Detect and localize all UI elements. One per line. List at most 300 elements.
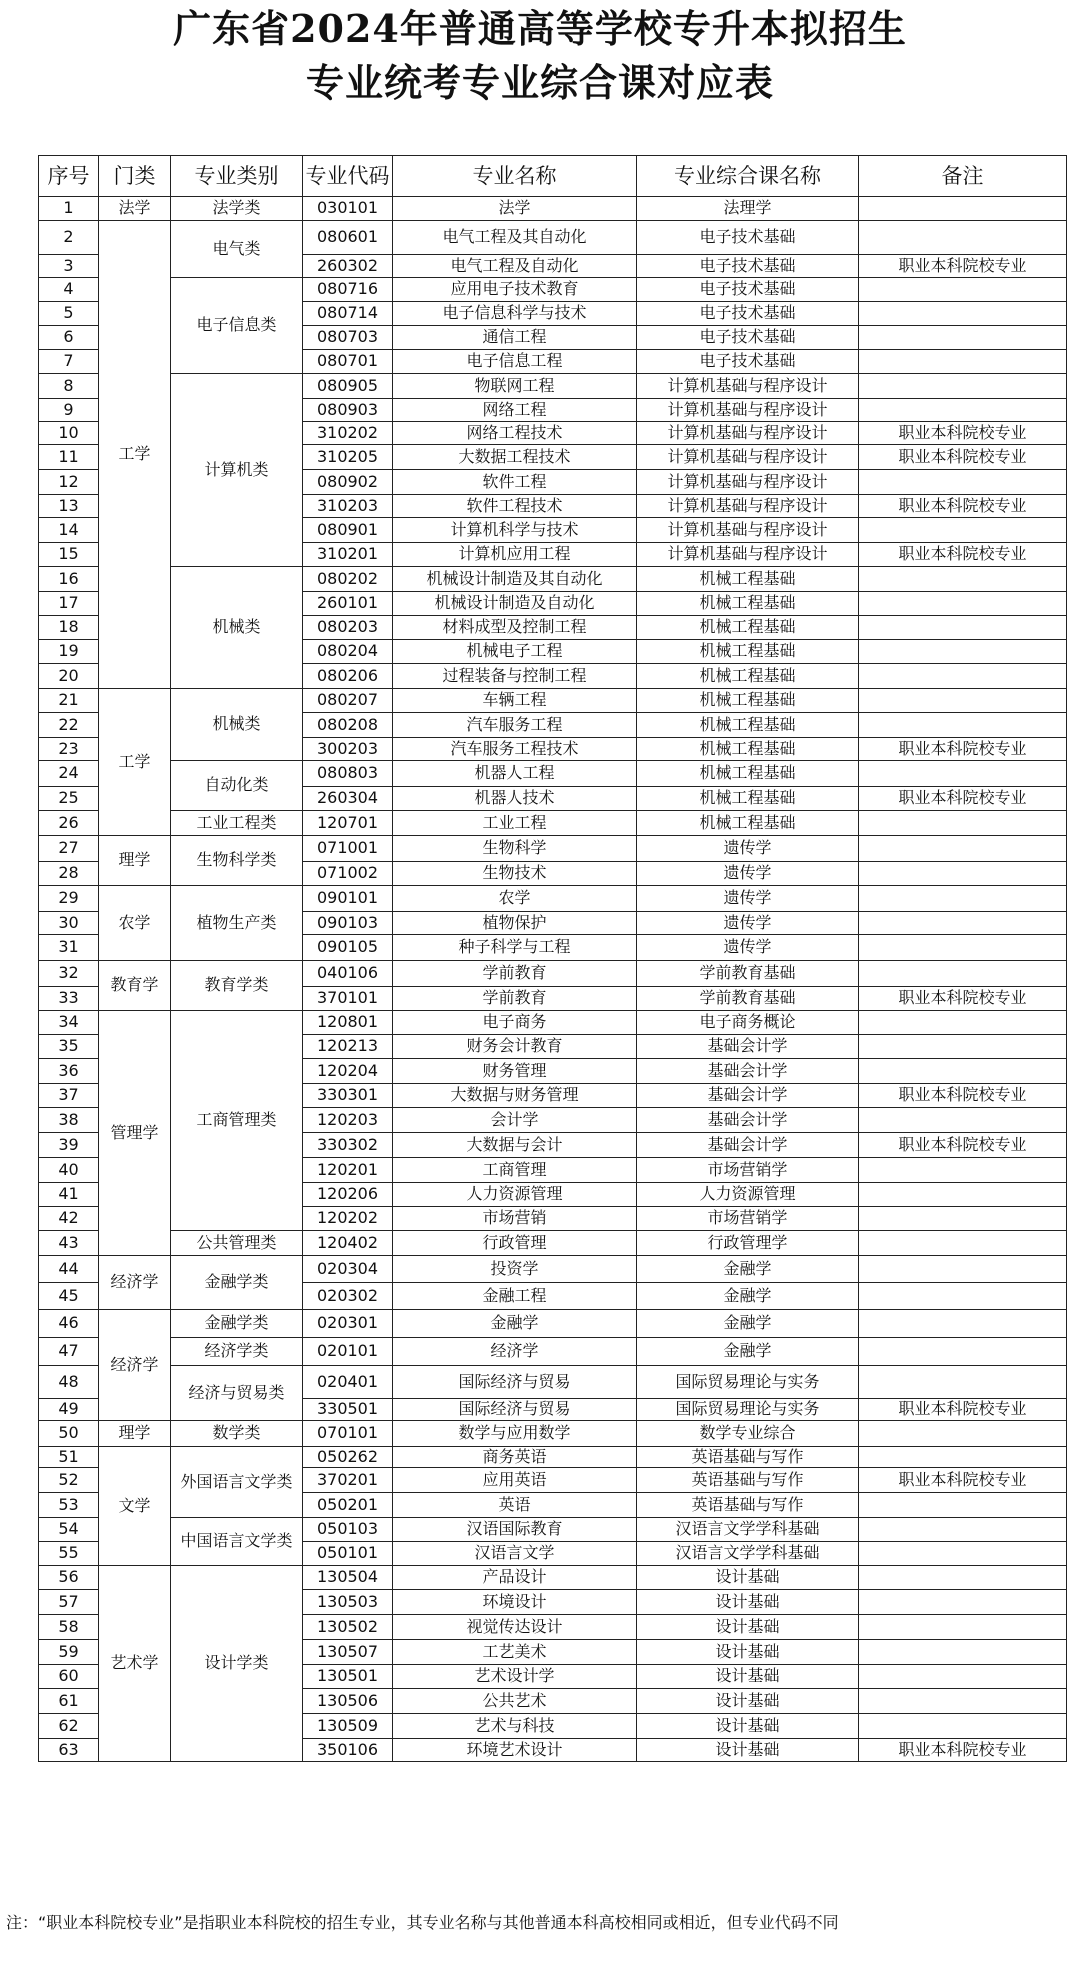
row-number-cell: 53 (39, 1493, 99, 1518)
major-name-cell: 电气工程及其自动化 (393, 221, 637, 255)
major-code-cell: 020304 (303, 1256, 393, 1283)
major-name-cell: 国际经济与贸易 (393, 1366, 637, 1399)
row-number-cell: 32 (39, 961, 99, 987)
discipline-cell: 艺术学 (99, 1566, 171, 1762)
major-name-cell: 经济学 (393, 1338, 637, 1366)
row-number-cell: 28 (39, 862, 99, 886)
major-code-cell: 090105 (303, 935, 393, 961)
row-number-cell: 54 (39, 1518, 99, 1542)
major-name-cell: 过程装备与控制工程 (393, 664, 637, 689)
remark-cell (859, 350, 1067, 374)
major-name-cell: 工商管理 (393, 1158, 637, 1183)
row-number-cell: 63 (39, 1739, 99, 1762)
remark-cell: 职业本科院校专业 (859, 1084, 1067, 1108)
major-name-cell: 工业工程 (393, 811, 637, 836)
remark-cell (859, 1640, 1067, 1665)
course-name-cell: 金融学 (637, 1310, 859, 1338)
header-cell: 序号 (39, 156, 99, 197)
row-number-cell: 19 (39, 640, 99, 664)
row-number-cell: 4 (39, 278, 99, 302)
remark-cell (859, 399, 1067, 422)
major-name-cell: 机械电子工程 (393, 640, 637, 664)
course-name-cell: 机械工程基础 (637, 761, 859, 787)
remark-cell: 职业本科院校专业 (859, 543, 1067, 567)
remark-cell (859, 1615, 1067, 1640)
major-name-cell: 车辆工程 (393, 689, 637, 713)
remark-cell (859, 1183, 1067, 1207)
major-code-cell: 120206 (303, 1183, 393, 1207)
major-name-cell: 通信工程 (393, 326, 637, 350)
discipline-cell: 法学 (99, 197, 171, 221)
major-code-cell: 260304 (303, 787, 393, 811)
discipline-cell: 经济学 (99, 1256, 171, 1310)
remark-cell (859, 862, 1067, 886)
course-name-cell: 设计基础 (637, 1689, 859, 1714)
table-row (39, 836, 1067, 862)
major-code-cell: 310203 (303, 495, 393, 518)
table-row (39, 197, 1067, 221)
table-row (39, 689, 1067, 713)
major-name-cell: 商务英语 (393, 1447, 637, 1468)
course-name-cell: 机械工程基础 (637, 689, 859, 713)
major-name-cell: 机器人工程 (393, 761, 637, 787)
major-name-cell: 英语 (393, 1493, 637, 1518)
category-cell: 金融学类 (171, 1256, 303, 1310)
row-number-cell: 1 (39, 197, 99, 221)
category-cell: 数学类 (171, 1421, 303, 1447)
row-number-cell: 55 (39, 1542, 99, 1566)
major-code-cell: 120801 (303, 1011, 393, 1035)
major-code-cell: 080207 (303, 689, 393, 713)
header-cell: 专业名称 (393, 156, 637, 197)
row-number-cell: 10 (39, 422, 99, 445)
major-code-cell: 050101 (303, 1542, 393, 1566)
header-cell: 门类 (99, 156, 171, 197)
major-name-cell: 行政管理 (393, 1231, 637, 1256)
major-name-cell: 机械设计制造及自动化 (393, 592, 637, 616)
row-number-cell: 16 (39, 567, 99, 592)
course-name-cell: 市场营销学 (637, 1158, 859, 1183)
course-name-cell: 电子技术基础 (637, 302, 859, 326)
major-code-cell: 120202 (303, 1207, 393, 1231)
course-name-cell: 机械工程基础 (637, 713, 859, 738)
row-number-cell: 12 (39, 470, 99, 495)
remark-cell (859, 1207, 1067, 1231)
row-number-cell: 5 (39, 302, 99, 326)
remark-cell (859, 616, 1067, 640)
major-name-cell: 汽车服务工程技术 (393, 738, 637, 761)
remark-cell (859, 197, 1067, 221)
major-code-cell: 090101 (303, 886, 393, 912)
row-number-cell: 8 (39, 374, 99, 399)
category-cell: 电子信息类 (171, 278, 303, 374)
course-name-cell: 市场营销学 (637, 1207, 859, 1231)
major-name-cell: 金融学 (393, 1310, 637, 1338)
major-code-cell: 080701 (303, 350, 393, 374)
major-code-cell: 071001 (303, 836, 393, 862)
row-number-cell: 49 (39, 1399, 99, 1421)
major-name-cell: 环境设计 (393, 1590, 637, 1615)
major-code-cell: 020301 (303, 1310, 393, 1338)
major-name-cell: 汉语国际教育 (393, 1518, 637, 1542)
course-name-cell: 英语基础与写作 (637, 1468, 859, 1493)
major-name-cell: 产品设计 (393, 1566, 637, 1590)
discipline-cell: 农学 (99, 886, 171, 961)
remark-cell (859, 811, 1067, 836)
major-code-cell: 080206 (303, 664, 393, 689)
major-code-cell: 020401 (303, 1366, 393, 1399)
course-name-cell: 金融学 (637, 1283, 859, 1310)
category-cell: 计算机类 (171, 374, 303, 567)
remark-cell: 职业本科院校专业 (859, 787, 1067, 811)
table-row (39, 1338, 1067, 1366)
category-cell: 外国语言文学类 (171, 1447, 303, 1518)
row-number-cell: 27 (39, 836, 99, 862)
table-row (39, 961, 1067, 987)
row-number-cell: 46 (39, 1310, 99, 1338)
row-number-cell: 39 (39, 1133, 99, 1158)
row-number-cell: 30 (39, 912, 99, 935)
major-name-cell: 植物保护 (393, 912, 637, 935)
row-number-cell: 41 (39, 1183, 99, 1207)
major-name-cell: 软件工程技术 (393, 495, 637, 518)
row-number-cell: 23 (39, 738, 99, 761)
major-name-cell: 国际经济与贸易 (393, 1399, 637, 1421)
category-cell: 机械类 (171, 689, 303, 761)
row-number-cell: 48 (39, 1366, 99, 1399)
major-name-cell: 机器人技术 (393, 787, 637, 811)
remark-cell (859, 326, 1067, 350)
major-code-cell: 370201 (303, 1468, 393, 1493)
major-name-cell: 应用电子技术教育 (393, 278, 637, 302)
remark-cell: 职业本科院校专业 (859, 495, 1067, 518)
major-code-cell: 120213 (303, 1035, 393, 1059)
row-number-cell: 13 (39, 495, 99, 518)
remark-cell (859, 221, 1067, 255)
major-name-cell: 计算机科学与技术 (393, 518, 637, 543)
course-name-cell: 计算机基础与程序设计 (637, 495, 859, 518)
course-name-cell: 计算机基础与程序设计 (637, 445, 859, 470)
major-name-cell: 会计学 (393, 1108, 637, 1133)
major-code-cell: 080902 (303, 470, 393, 495)
course-name-cell: 设计基础 (637, 1665, 859, 1689)
major-code-cell: 030101 (303, 197, 393, 221)
page-title-line-2: 专业统考专业综合课对应表 (305, 60, 774, 105)
row-number-cell: 11 (39, 445, 99, 470)
header-cell: 专业代码 (303, 156, 393, 197)
row-number-cell: 17 (39, 592, 99, 616)
row-number-cell: 40 (39, 1158, 99, 1183)
major-name-cell: 种子科学与工程 (393, 935, 637, 961)
course-name-cell: 遗传学 (637, 912, 859, 935)
category-cell: 金融学类 (171, 1310, 303, 1338)
remark-cell: 职业本科院校专业 (859, 422, 1067, 445)
remark-cell (859, 1421, 1067, 1447)
row-number-cell: 20 (39, 664, 99, 689)
remark-cell (859, 1447, 1067, 1468)
remark-cell (859, 1566, 1067, 1590)
major-code-cell: 070101 (303, 1421, 393, 1447)
course-name-cell: 机械工程基础 (637, 616, 859, 640)
row-number-cell: 9 (39, 399, 99, 422)
course-name-cell: 遗传学 (637, 886, 859, 912)
table-header-row (39, 156, 1067, 197)
remark-cell (859, 1493, 1067, 1518)
major-name-cell: 视觉传达设计 (393, 1615, 637, 1640)
course-name-cell: 设计基础 (637, 1640, 859, 1665)
header-cell: 专业类别 (171, 156, 303, 197)
row-number-cell: 57 (39, 1590, 99, 1615)
remark-cell (859, 1518, 1067, 1542)
remark-cell (859, 302, 1067, 326)
table-row (39, 1518, 1067, 1542)
row-number-cell: 56 (39, 1566, 99, 1590)
major-code-cell: 050103 (303, 1518, 393, 1542)
major-name-cell: 软件工程 (393, 470, 637, 495)
category-cell: 公共管理类 (171, 1231, 303, 1256)
course-name-cell: 金融学 (637, 1338, 859, 1366)
remark-cell: 职业本科院校专业 (859, 738, 1067, 761)
row-number-cell: 58 (39, 1615, 99, 1640)
major-name-cell: 网络工程 (393, 399, 637, 422)
discipline-cell: 管理学 (99, 1011, 171, 1256)
category-cell: 工业工程类 (171, 811, 303, 836)
remark-cell (859, 1366, 1067, 1399)
course-name-cell: 设计基础 (637, 1615, 859, 1640)
remark-cell (859, 1665, 1067, 1689)
table-row (39, 886, 1067, 912)
major-name-cell: 市场营销 (393, 1207, 637, 1231)
major-name-cell: 农学 (393, 886, 637, 912)
table-row (39, 1310, 1067, 1338)
discipline-cell: 经济学 (99, 1310, 171, 1421)
course-name-cell: 基础会计学 (637, 1133, 859, 1158)
row-number-cell: 34 (39, 1011, 99, 1035)
remark-cell (859, 961, 1067, 987)
major-code-cell: 080703 (303, 326, 393, 350)
course-name-cell: 学前教育基础 (637, 961, 859, 987)
remark-cell (859, 1283, 1067, 1310)
course-name-cell: 设计基础 (637, 1714, 859, 1739)
category-cell: 经济与贸易类 (171, 1366, 303, 1421)
discipline-cell: 文学 (99, 1447, 171, 1566)
major-name-cell: 生物科学 (393, 836, 637, 862)
major-code-cell: 130502 (303, 1615, 393, 1640)
course-name-cell: 计算机基础与程序设计 (637, 543, 859, 567)
major-name-cell: 计算机应用工程 (393, 543, 637, 567)
major-name-cell: 法学 (393, 197, 637, 221)
course-name-cell: 汉语言文学学科基础 (637, 1542, 859, 1566)
category-cell: 植物生产类 (171, 886, 303, 961)
row-number-cell: 60 (39, 1665, 99, 1689)
row-number-cell: 59 (39, 1640, 99, 1665)
table-row (39, 1231, 1067, 1256)
table-row (39, 761, 1067, 787)
course-name-cell: 电子技术基础 (637, 278, 859, 302)
major-code-cell: 080714 (303, 302, 393, 326)
major-name-cell: 公共艺术 (393, 1689, 637, 1714)
major-name-cell: 人力资源管理 (393, 1183, 637, 1207)
header-cell: 备注 (859, 156, 1067, 197)
major-name-cell: 学前教育 (393, 987, 637, 1011)
row-number-cell: 3 (39, 255, 99, 278)
major-code-cell: 020101 (303, 1338, 393, 1366)
major-name-cell: 艺术设计学 (393, 1665, 637, 1689)
course-name-cell: 基础会计学 (637, 1059, 859, 1084)
major-name-cell: 工艺美术 (393, 1640, 637, 1665)
row-number-cell: 24 (39, 761, 99, 787)
course-name-cell: 国际贸易理论与实务 (637, 1399, 859, 1421)
major-name-cell: 电子商务 (393, 1011, 637, 1035)
major-code-cell: 130504 (303, 1566, 393, 1590)
remark-cell (859, 664, 1067, 689)
course-name-cell: 行政管理学 (637, 1231, 859, 1256)
remark-cell (859, 912, 1067, 935)
course-name-cell: 机械工程基础 (637, 811, 859, 836)
remark-cell (859, 1714, 1067, 1739)
course-name-cell: 英语基础与写作 (637, 1493, 859, 1518)
row-number-cell: 37 (39, 1084, 99, 1108)
course-name-cell: 电子技术基础 (637, 326, 859, 350)
category-cell: 机械类 (171, 567, 303, 689)
discipline-cell: 工学 (99, 689, 171, 836)
major-code-cell: 130509 (303, 1714, 393, 1739)
major-code-cell: 350106 (303, 1739, 393, 1762)
table-row (39, 1421, 1067, 1447)
course-name-cell: 机械工程基础 (637, 787, 859, 811)
category-cell: 电气类 (171, 221, 303, 278)
major-code-cell: 080204 (303, 640, 393, 664)
remark-cell: 职业本科院校专业 (859, 1468, 1067, 1493)
major-name-cell: 投资学 (393, 1256, 637, 1283)
footnote: 注：“职业本科院校专业”是指职业本科院校的招生专业，其专业名称与其他普通本科高校相同或相近，但专业代码不同 (6, 1913, 839, 1932)
course-name-cell: 遗传学 (637, 836, 859, 862)
major-name-cell: 电子信息工程 (393, 350, 637, 374)
course-name-cell: 计算机基础与程序设计 (637, 399, 859, 422)
row-number-cell: 45 (39, 1283, 99, 1310)
major-code-cell: 120201 (303, 1158, 393, 1183)
major-code-cell: 310201 (303, 543, 393, 567)
remark-cell (859, 1158, 1067, 1183)
row-number-cell: 35 (39, 1035, 99, 1059)
major-name-cell: 学前教育 (393, 961, 637, 987)
major-code-cell: 120203 (303, 1108, 393, 1133)
remark-cell (859, 1059, 1067, 1084)
row-number-cell: 44 (39, 1256, 99, 1283)
page-title-line-1: 广东省2024年普通高等学校专升本拟招生 (173, 6, 907, 51)
course-name-cell: 设计基础 (637, 1566, 859, 1590)
major-name-cell: 电子信息科学与技术 (393, 302, 637, 326)
course-name-cell: 基础会计学 (637, 1035, 859, 1059)
remark-cell: 职业本科院校专业 (859, 1133, 1067, 1158)
major-code-cell: 370101 (303, 987, 393, 1011)
major-name-cell: 应用英语 (393, 1468, 637, 1493)
major-name-cell: 环境艺术设计 (393, 1739, 637, 1762)
remark-cell (859, 1338, 1067, 1366)
course-name-cell: 英语基础与写作 (637, 1447, 859, 1468)
major-code-cell: 330301 (303, 1084, 393, 1108)
remark-cell (859, 1256, 1067, 1283)
major-code-cell: 080716 (303, 278, 393, 302)
major-code-cell: 080905 (303, 374, 393, 399)
remark-cell: 职业本科院校专业 (859, 987, 1067, 1011)
remark-cell (859, 1590, 1067, 1615)
major-name-cell: 汉语言文学 (393, 1542, 637, 1566)
course-name-cell: 遗传学 (637, 862, 859, 886)
course-name-cell: 金融学 (637, 1256, 859, 1283)
course-name-cell: 机械工程基础 (637, 738, 859, 761)
major-code-cell: 080601 (303, 221, 393, 255)
remark-cell (859, 278, 1067, 302)
course-name-cell: 机械工程基础 (637, 567, 859, 592)
remark-cell (859, 1542, 1067, 1566)
course-name-cell: 人力资源管理 (637, 1183, 859, 1207)
major-code-cell: 080203 (303, 616, 393, 640)
category-cell: 自动化类 (171, 761, 303, 811)
row-number-cell: 6 (39, 326, 99, 350)
course-name-cell: 电子技术基础 (637, 221, 859, 255)
major-code-cell: 130503 (303, 1590, 393, 1615)
remark-cell: 职业本科院校专业 (859, 255, 1067, 278)
major-name-cell: 大数据与会计 (393, 1133, 637, 1158)
major-code-cell: 020302 (303, 1283, 393, 1310)
row-number-cell: 31 (39, 935, 99, 961)
table-row (39, 811, 1067, 836)
header-cell: 专业综合课名称 (637, 156, 859, 197)
major-code-cell: 080803 (303, 761, 393, 787)
course-name-cell: 汉语言文学学科基础 (637, 1518, 859, 1542)
table-row (39, 374, 1067, 399)
major-code-cell: 330501 (303, 1399, 393, 1421)
major-name-cell: 机械设计制造及其自动化 (393, 567, 637, 592)
remark-cell: 职业本科院校专业 (859, 445, 1067, 470)
major-code-cell: 071002 (303, 862, 393, 886)
major-name-cell: 电气工程及自动化 (393, 255, 637, 278)
row-number-cell: 2 (39, 221, 99, 255)
row-number-cell: 43 (39, 1231, 99, 1256)
major-name-cell: 网络工程技术 (393, 422, 637, 445)
row-number-cell: 14 (39, 518, 99, 543)
row-number-cell: 26 (39, 811, 99, 836)
table-row (39, 1011, 1067, 1035)
remark-cell (859, 1108, 1067, 1133)
remark-cell (859, 567, 1067, 592)
major-code-cell: 050201 (303, 1493, 393, 1518)
major-name-cell: 数学与应用数学 (393, 1421, 637, 1447)
major-name-cell: 金融工程 (393, 1283, 637, 1310)
course-name-cell: 国际贸易理论与实务 (637, 1366, 859, 1399)
row-number-cell: 33 (39, 987, 99, 1011)
row-number-cell: 38 (39, 1108, 99, 1133)
table-row (39, 1256, 1067, 1283)
row-number-cell: 15 (39, 543, 99, 567)
course-name-cell: 计算机基础与程序设计 (637, 374, 859, 399)
table-row (39, 1566, 1067, 1590)
remark-cell (859, 886, 1067, 912)
row-number-cell: 18 (39, 616, 99, 640)
major-code-cell: 080903 (303, 399, 393, 422)
remark-cell: 职业本科院校专业 (859, 1739, 1067, 1762)
major-name-cell: 大数据工程技术 (393, 445, 637, 470)
row-number-cell: 21 (39, 689, 99, 713)
major-name-cell: 汽车服务工程 (393, 713, 637, 738)
table-row (39, 1366, 1067, 1399)
table-row (39, 1447, 1067, 1468)
major-name-cell: 大数据与财务管理 (393, 1084, 637, 1108)
major-code-cell: 080208 (303, 713, 393, 738)
remark-cell: 职业本科院校专业 (859, 1399, 1067, 1421)
major-code-cell: 040106 (303, 961, 393, 987)
